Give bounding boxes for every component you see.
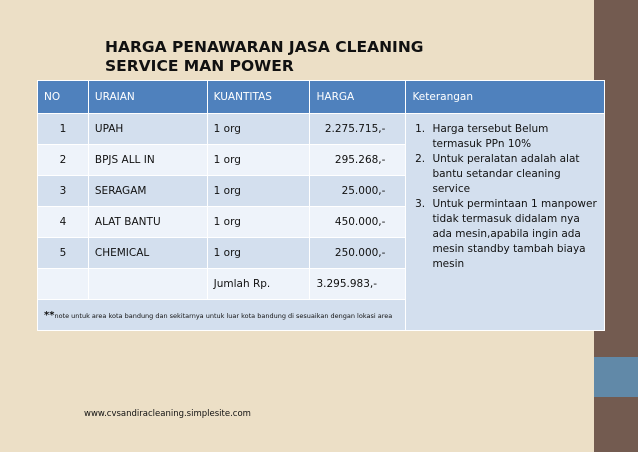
cell-harga: 250.000,- (310, 238, 406, 269)
header-no: NO (38, 81, 89, 114)
cell-kuantitas: 1 org (207, 145, 310, 176)
cell-uraian: SERAGAM (88, 176, 207, 207)
cell-no: 5 (38, 238, 89, 269)
header-kuantitas: KUANTITAS (207, 81, 310, 114)
cell-kuantitas: 1 org (207, 238, 310, 269)
title-line-1: HARGA PENAWARAN JASA CLEANING (105, 38, 424, 56)
cell-uraian: ALAT BANTU (88, 207, 207, 238)
cell-harga: 295.268,- (310, 145, 406, 176)
cell-no: 4 (38, 207, 89, 238)
price-table (37, 80, 605, 331)
cell-harga: 2.275.715,- (310, 114, 406, 145)
decorative-side-accent (594, 357, 638, 397)
table-header-row (38, 81, 605, 114)
header-uraian: URAIAN (88, 81, 207, 114)
cell-empty (38, 269, 89, 300)
website-url: www.cvsandiracleaning.simplesite.com (84, 409, 251, 419)
cell-no: 2 (38, 145, 89, 176)
cell-kuantitas: 1 org (207, 176, 310, 207)
cell-no: 1 (38, 114, 89, 145)
cell-empty (88, 269, 207, 300)
footnote-text: note untuk area kota bandung dan sekitarnya untuk luar kota bandung di sesuaikan dengan lokasi area (54, 311, 393, 320)
total-value: 3.295.983,- (310, 269, 406, 300)
footnote-stars: ** (44, 309, 55, 321)
table-row (38, 114, 605, 145)
keterangan-notes (406, 114, 605, 331)
cell-no: 3 (38, 176, 89, 207)
note-item: 1. Harga tersebut Belum termasuk PPn 10% (428, 122, 600, 152)
header-keterangan: Keterangan (406, 81, 605, 114)
cell-uraian: CHEMICAL (88, 238, 207, 269)
page-title (105, 38, 424, 76)
cell-kuantitas: 1 org (207, 114, 310, 145)
header-harga: HARGA (310, 81, 406, 114)
cell-harga: 450.000,- (310, 207, 406, 238)
note-item: 3. Untuk permintaan 1 manpower tidak termasuk didalam nya ada mesin,apabila ingin ada mesin standby tambah biaya mesin (428, 197, 600, 272)
total-label: Jumlah Rp. (207, 269, 310, 300)
footnote (38, 300, 406, 331)
cell-uraian: UPAH (88, 114, 207, 145)
cell-uraian: BPJS ALL IN (88, 145, 207, 176)
title-line-2: SERVICE MAN POWER (105, 57, 294, 75)
note-item: 2. Untuk peralatan adalah alat bantu setandar cleaning service (428, 152, 600, 197)
cell-kuantitas: 1 org (207, 207, 310, 238)
cell-harga: 25.000,- (310, 176, 406, 207)
